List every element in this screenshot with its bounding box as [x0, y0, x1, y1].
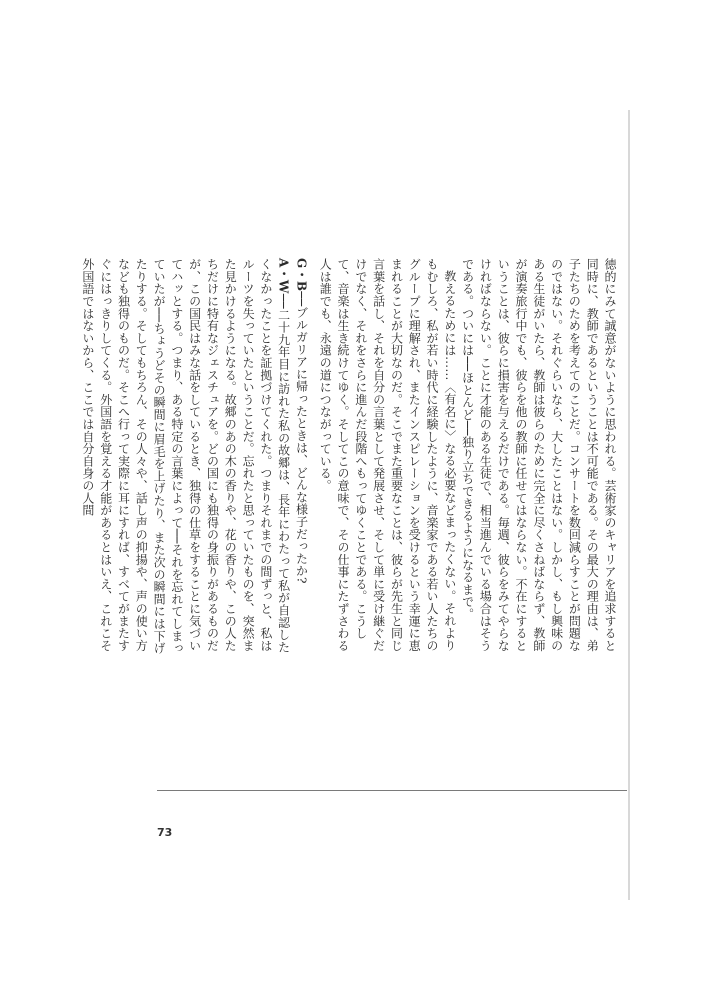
answer — [78, 258, 292, 662]
paragraph-1: 徳的にみて誠意がないように思われる。芸術家のキャリアを追求すると同時に、教師であるということは不可能である。その最大の理由は、弟子たちのためを考えてのことだ。コンサートを数回減らすことが問題なのではない。それぐらいなら、大したことはない。しかし、もし興味のある生徒がいたら、教師は彼らのために完全に尽くさねばならず、教師が演奏旅行中でも、彼らを他の教師に任せてはならない。不在にするということは、彼らに損害を与えるだけである。毎週、彼らをみてやらなければならない。ことに才能のある生徒で、相当進んでいる場合はそうである。ついには──ほとんど──独り立ちできるようになるまで。 — [460, 258, 617, 652]
question — [292, 258, 310, 662]
body-text — [80, 258, 618, 662]
footer-rule — [157, 790, 627, 791]
interviewer-initials: G・B — [294, 258, 309, 292]
question-text: ──ブルガリアに帰ったときは、どんな様子だったか? — [294, 291, 309, 584]
answer-text: ──二十九年目に訪れた私の故郷は、長年にわたって私が自認したくなかったことを証拠づけてくれた。つまりそれまでの間ずっと、私はルーツを失っていたということだ。忘れたと思っていたものを、突然また見かけるようになる。故郷のあの木の香りや、花の香りや、この人たちだけに特有なジェスチュアを。どの国にも独得の身振りがあるものだが、この国民はみな話をしているとき、独得の仕草をすることに気づいてハッとする。つまり、ある特定の言葉によって──それを忘れてしまっていたが──ちょうどその瞬間に眉毛を上げたり、また次の瞬間には下げたりする。そしてもちろん、その人々や、話し声の抑揚や、声の使い方なども独得のものだ。そこへ行って実際に耳にすれば、すべてがまたすぐにはっきりしてくる。外国語を覚える才能があるとはいえ、これこそ外国語ではないから、ここでは自分自身の人間 — [80, 258, 291, 655]
page-number: 73 — [157, 826, 173, 839]
interviewee-initials: A・W — [276, 258, 291, 294]
paragraph-2: 教えるためには……〈有名に〉なる必要などまったくない。それよりもむしろ、私が若い時代に経験したように、音楽家である若い人たちのグループに理解され、またインスピレーションを受けるという幸運に恵まれることが大切なのだ。そこでまた重要なことは、彼らが先生と同じ言葉を話し、それを自分の言葉として発展させ、そして単に受け継ぐだけでなく、それをさらに進んだ段階へもってゆくことである。こうして、音楽は生き続けてゆく。そしてこの意味で、その仕事にたずさわる人は誰でも、永遠の道につながっている。 — [318, 258, 457, 652]
page-edge — [628, 110, 630, 900]
